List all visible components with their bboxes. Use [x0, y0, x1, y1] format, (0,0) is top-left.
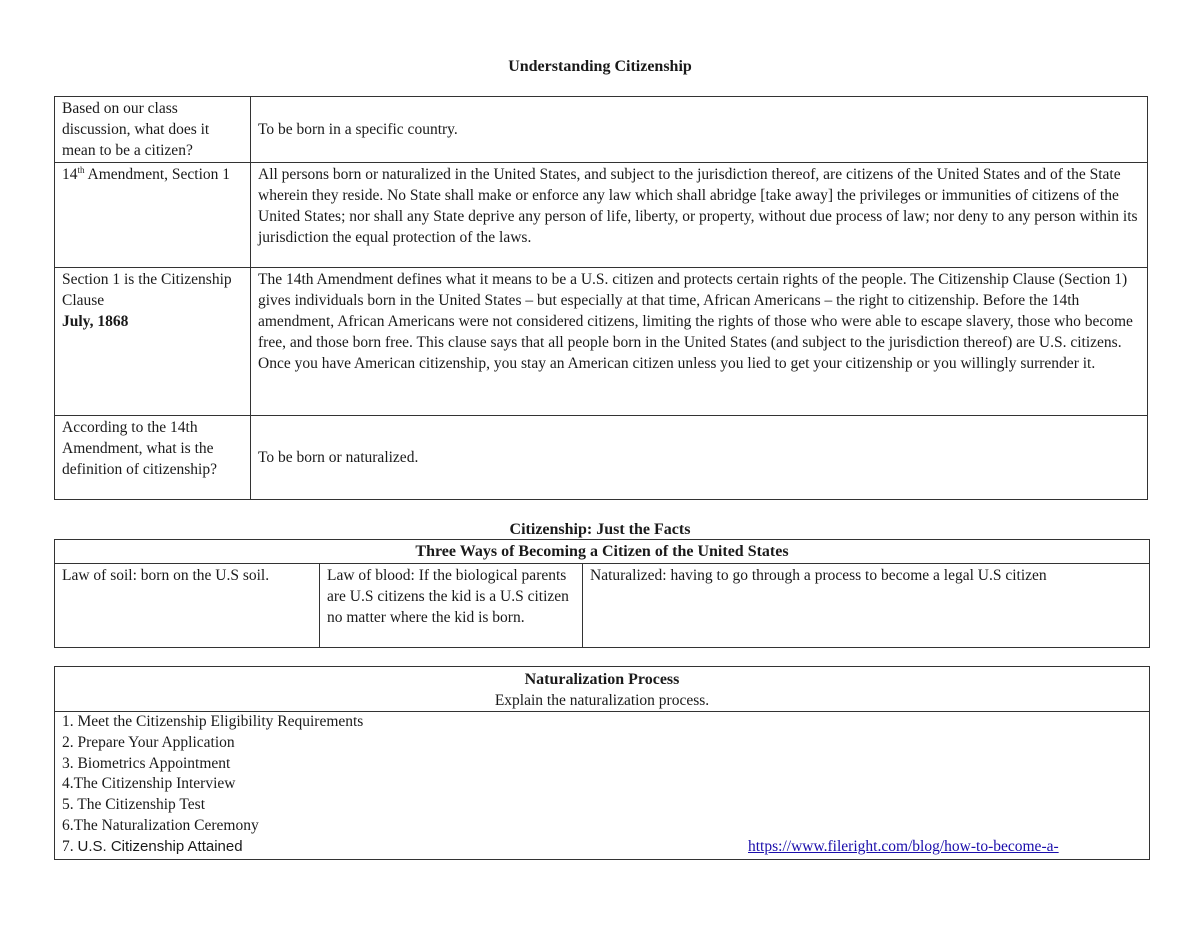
source-link[interactable]: https://www.fileright.com/blog/how-to-become-a-: [748, 837, 1059, 855]
naturalization-table: [54, 666, 1150, 860]
list-item: 4.The Citizenship Interview: [62, 775, 236, 793]
citizenship-table: [54, 96, 1148, 500]
row-label: According to the 14th Amendment, what is the definition of citizenship?: [55, 416, 251, 500]
table-row: [55, 416, 1148, 500]
table-row: [55, 268, 1148, 416]
fact-cell: Law of soil: born on the U.S soil.: [55, 564, 320, 648]
naturalization-subtitle: Explain the naturalization process.: [494, 692, 710, 709]
fact-cell: Naturalized: having to go through a process to become a legal U.S citizen: [583, 564, 1150, 648]
table-row: [55, 564, 1150, 648]
table-header-row: [55, 667, 1150, 712]
list-item: 6.The Naturalization Ceremony: [62, 816, 259, 834]
row-label: Section 1 is the Citizenship Clause July, 1868: [55, 268, 251, 416]
table-header: Three Ways of Becoming a Citizen of the United States: [55, 540, 1150, 564]
facts-title: Citizenship: Just the Facts: [509, 521, 691, 538]
page-title: Understanding Citizenship: [508, 58, 692, 75]
fact-cell: Law of blood: If the biological parents are U.S citizens the kid is a U.S citizen no matter where the kid is born.: [320, 564, 583, 648]
row-content: To be born or naturalized.: [251, 416, 1148, 500]
list-item: 2. Prepare Your Application: [62, 733, 235, 751]
list-item: 5. The Citizenship Test: [62, 796, 205, 814]
list-item: 1. Meet the Citizenship Eligibility Requirements: [62, 713, 364, 730]
table-row: [55, 712, 1150, 860]
row-label: Based on our class discussion, what does it mean to be a citizen?: [55, 97, 251, 163]
list-item: 7. U.S. Citizenship Attained https://www.fileright.com/blog/how-to-become-a-: [62, 837, 1142, 858]
row-content: The 14th Amendment defines what it means to be a U.S. citizen and protects certain rights of the people. The Citizenship Clause (Section 1) gives individuals born in the United States – but especially at that time, African Americans – the right to citizenship. Before the 14th amendment, African Americans were not considered citizens, limiting the rights of those who were able to escape slavery, those who become free, and those born free. This clause says that all people born in the United States (and subject to the jurisdiction thereof) are U.S. citizens. Once you have American citizenship, you stay an American citizen unless you lied to get your citizenship or you willingly surrender it.: [251, 268, 1148, 416]
row-content: To be born in a specific country.: [251, 97, 1148, 163]
naturalization-title: Naturalization Process: [524, 671, 680, 688]
table-header-row: [55, 540, 1150, 564]
table-row: [55, 163, 1148, 268]
row-content: All persons born or naturalized in the United States, and subject to the jurisdiction thereof, are citizens of the United States and of the State wherein they reside. No State shall make or enforce any law which shall abridge [take away] the privileges or immunities of citizens of the United States; nor shall any State deprive any person of life, liberty, or property, without due process of law; nor deny to any person within its jurisdiction the equal protection of the laws.: [251, 163, 1148, 268]
table-header: [55, 667, 1150, 712]
date-label: July, 1868: [62, 313, 129, 330]
table-row: [55, 97, 1148, 163]
steps-cell: [55, 712, 1150, 860]
row-label: 14th Amendment, Section 1: [55, 163, 251, 268]
citizenship-facts-table: [54, 539, 1150, 648]
list-item: 3. Biometrics Appointment: [62, 754, 231, 772]
